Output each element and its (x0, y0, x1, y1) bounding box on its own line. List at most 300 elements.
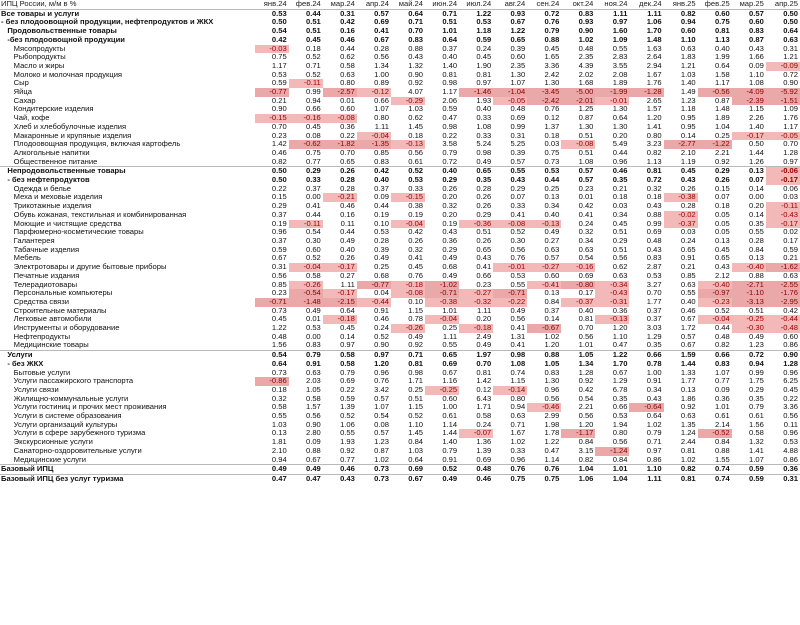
value-cell: -0.01 (493, 263, 527, 272)
value-cell: 0.67 (680, 341, 696, 350)
value-cell: 0.45 (544, 44, 560, 53)
value-cell: 1.41 (749, 446, 764, 455)
row-label: - без нефтепродуктов (1, 176, 90, 185)
value-cell: 0.84 (749, 245, 764, 254)
value-cell: 0.57 (578, 176, 594, 185)
value-cell: 6.25 (783, 377, 798, 386)
value-cell: 1.10 (680, 35, 696, 44)
table-row (0, 315, 800, 324)
value-cell: 0.91 (442, 455, 458, 464)
value-cell: 0.81 (408, 359, 424, 368)
row-label: Электротовары и другие бытовые приборы (1, 263, 167, 272)
value-cell: -0.06 (766, 167, 800, 176)
row-label: Продовольственные товары (1, 27, 117, 36)
value-cell: 0.66 (629, 351, 663, 360)
value-cell: 0.94 (749, 359, 764, 368)
value-cell: 0.34 (578, 236, 594, 245)
value-cell: 0.42 (357, 167, 391, 176)
value-cell: 0.76 (544, 105, 560, 114)
value-cell: -0.44 (357, 298, 391, 307)
value-cell: 0.51 (612, 228, 628, 237)
value-cell: 0.61 (408, 157, 424, 166)
value-cell: 0.28 (374, 236, 389, 245)
value-cell: 0.94 (306, 96, 321, 105)
value-cell: 1.06 (340, 420, 355, 429)
value-cell: 0.51 (408, 394, 424, 403)
value-cell: 0.40 (714, 44, 730, 53)
value-cell: 1.09 (612, 35, 628, 44)
value-cell: 3.03 (646, 324, 662, 333)
value-cell: 0.92 (408, 79, 424, 88)
table-row (0, 71, 800, 80)
value-cell: 1.45 (408, 429, 424, 438)
value-cell: 0.63 (544, 245, 560, 254)
value-cell: 1.55 (714, 455, 730, 464)
value-cell: 0.66 (374, 96, 389, 105)
value-cell: 0.48 (510, 105, 526, 114)
value-cell: 1.15 (510, 377, 526, 386)
value-cell: 0.31 (766, 474, 800, 483)
value-cell: 0.51 (612, 245, 628, 254)
value-cell: 1.16 (442, 377, 458, 386)
value-cell: -0.04 (391, 220, 425, 229)
value-cell: 0.58 (306, 271, 321, 280)
value-cell: 0.13 (749, 254, 764, 263)
value-cell: 1.59 (664, 351, 698, 360)
value-cell: 0.99 (646, 219, 662, 228)
value-cell: 0.83 (374, 157, 389, 166)
row-label: Медицинские услуги (1, 455, 87, 464)
value-cell: 0.67 (271, 254, 287, 263)
value-cell: 0.44 (340, 228, 355, 237)
value-cell: 1.17 (271, 61, 287, 70)
value-cell: 0.41 (510, 210, 526, 219)
row-label: Масло и жиры (1, 61, 65, 70)
column-header: апр.25 (766, 0, 800, 9)
value-cell: 1.01 (442, 27, 458, 36)
value-cell: 2.44 (680, 438, 696, 447)
value-cell: 0.40 (374, 176, 389, 185)
value-cell: 0.80 (646, 131, 662, 140)
value-cell: 1.86 (680, 394, 696, 403)
value-cell: 2.10 (680, 148, 696, 157)
table-row (0, 220, 800, 229)
table-row (0, 202, 800, 211)
value-cell: 0.70 (271, 122, 287, 131)
value-cell: 0.27 (544, 236, 560, 245)
value-cell: 0.69 (374, 18, 389, 27)
value-cell: 0.36 (340, 122, 355, 131)
table-row (0, 465, 800, 475)
header-row (0, 0, 800, 9)
value-cell: 0.45 (612, 219, 628, 228)
value-cell: 0.22 (340, 385, 355, 394)
value-cell: -0.43 (595, 289, 629, 298)
table-row (0, 237, 800, 246)
value-cell: -0.67 (527, 324, 561, 333)
value-cell: 0.43 (680, 176, 696, 185)
value-cell: 0.44 (340, 44, 355, 53)
value-cell: 0.25 (442, 324, 458, 333)
value-cell: 1.66 (749, 53, 764, 62)
value-cell: -0.71 (493, 289, 527, 298)
value-cell: 0.35 (749, 394, 764, 403)
value-cell: 1.11 (442, 332, 458, 341)
value-cell: 0.97 (476, 79, 492, 88)
value-cell: 0.90 (408, 70, 424, 79)
value-cell: 0.42 (578, 202, 594, 211)
value-cell: 0.81 (629, 167, 663, 176)
value-cell: -0.14 (493, 386, 527, 395)
value-cell: 1.15 (408, 306, 424, 315)
value-cell: -0.36 (459, 220, 493, 229)
value-cell: 0.58 (340, 359, 355, 368)
value-cell: 0.63 (510, 412, 526, 421)
value-cell: 1.07 (374, 105, 389, 114)
column-header: янв.24 (255, 0, 289, 9)
value-cell: 0.99 (510, 122, 526, 131)
value-cell: 0.67 (391, 474, 425, 483)
value-cell: 2.83 (612, 53, 628, 62)
value-cell: 0.57 (561, 167, 595, 176)
value-cell: 1.03 (680, 70, 696, 79)
value-cell: 0.30 (510, 236, 526, 245)
table-row (0, 474, 800, 483)
value-cell: 0.18 (408, 131, 424, 140)
value-cell: 1.13 (714, 35, 730, 44)
table-row (0, 158, 800, 167)
value-cell: 2.12 (714, 271, 730, 280)
value-cell: 4.88 (783, 446, 798, 455)
value-cell: 0.46 (680, 306, 696, 315)
value-cell: 1.32 (408, 61, 424, 70)
value-cell: 1.77 (680, 377, 696, 386)
value-cell: 0.14 (340, 332, 355, 341)
value-cell: 2.02 (578, 70, 594, 79)
value-cell: 0.65 (459, 167, 493, 176)
value-cell: 1.39 (340, 403, 355, 412)
row-label: Базовый ИПЦ (0, 465, 255, 475)
value-cell: 0.71 (510, 420, 526, 429)
table-row (0, 351, 800, 360)
value-cell: 0.43 (323, 474, 357, 483)
value-cell: 1.15 (749, 105, 764, 114)
value-cell: -5.92 (766, 88, 800, 97)
value-cell: -0.11 (289, 79, 323, 88)
value-cell: 1.33 (680, 368, 696, 377)
value-cell: 0.81 (578, 315, 594, 324)
row-label: Рыбопродукты (1, 53, 66, 62)
row-label: Строительные материалы (1, 306, 107, 315)
value-cell: 0.43 (646, 394, 662, 403)
value-cell: 1.99 (714, 53, 730, 62)
value-cell: 0.57 (374, 394, 389, 403)
value-cell: 0.50 (749, 140, 764, 149)
value-cell: 1.94 (612, 420, 628, 429)
column-header: дек.24 (629, 0, 663, 9)
value-cell: 0.93 (578, 18, 594, 27)
value-cell: 0.15 (714, 184, 730, 193)
value-cell: 0.12 (476, 385, 492, 394)
value-cell: 0.28 (340, 176, 355, 185)
value-cell: 0.39 (510, 148, 526, 157)
value-cell: 0.81 (680, 446, 696, 455)
value-cell: 0.47 (544, 446, 560, 455)
value-cell: 1.68 (578, 79, 594, 88)
value-cell: 0.67 (510, 18, 526, 27)
value-cell: 0.90 (374, 341, 389, 350)
value-cell: 0.10 (374, 219, 389, 228)
value-cell: -0.37 (664, 220, 698, 229)
value-cell: 0.41 (578, 210, 594, 219)
value-cell: 0.46 (340, 202, 355, 211)
value-cell: 0.60 (340, 105, 355, 114)
value-cell: 6.78 (612, 385, 628, 394)
value-cell: 0.48 (459, 465, 493, 475)
value-cell: 1.57 (646, 105, 662, 114)
value-cell: 0.49 (425, 474, 459, 483)
value-cell: 0.69 (340, 377, 355, 386)
row-label: - без ЖКХ (1, 359, 44, 368)
value-cell: 1.98 (544, 420, 560, 429)
value-cell: 0.69 (578, 271, 594, 280)
value-cell: 0.81 (476, 70, 492, 79)
value-cell: 1.20 (646, 114, 662, 123)
value-cell: 0.10 (408, 297, 424, 306)
value-cell: 0.61 (442, 412, 458, 421)
value-cell: 0.95 (680, 114, 696, 123)
value-cell: 1.70 (646, 27, 662, 36)
value-cell: -0.43 (766, 211, 800, 220)
value-cell: -0.08 (561, 140, 595, 149)
value-cell: 0.33 (476, 114, 492, 123)
value-cell: -1.35 (357, 140, 391, 149)
value-cell: 0.57 (510, 157, 526, 166)
value-cell: 1.10 (408, 420, 424, 429)
value-cell: 0.47 (612, 341, 628, 350)
value-cell: 1.48 (646, 35, 662, 44)
value-cell: 0.70 (783, 140, 798, 149)
value-cell: 1.40 (442, 61, 458, 70)
value-cell: 1.39 (476, 446, 492, 455)
table-row (0, 438, 800, 447)
value-cell: -0.64 (629, 403, 663, 412)
value-cell: 0.14 (680, 131, 696, 140)
value-cell: 0.46 (271, 148, 287, 157)
value-cell: -0.71 (425, 289, 459, 298)
value-cell: 0.48 (578, 44, 594, 53)
value-cell: 0.29 (442, 176, 458, 185)
value-cell: 0.88 (749, 271, 764, 280)
column-header: апр.24 (357, 0, 391, 9)
value-cell: 0.32 (578, 228, 594, 237)
value-cell: -0.11 (289, 220, 323, 229)
value-cell: -0.17 (766, 176, 800, 185)
value-cell: 0.80 (374, 114, 389, 123)
value-cell: 1.19 (680, 157, 696, 166)
value-cell: 0.63 (680, 44, 696, 53)
value-cell: 0.88 (527, 351, 561, 360)
value-cell: 0.98 (442, 79, 458, 88)
value-cell: 0.45 (783, 385, 798, 394)
value-cell: 0.53 (271, 70, 287, 79)
value-cell: 1.23 (749, 341, 764, 350)
value-cell: 0.58 (271, 403, 287, 412)
table-row (0, 254, 800, 263)
value-cell: 0.53 (612, 412, 628, 421)
value-cell: 0.61 (749, 412, 764, 421)
value-cell: 0.82 (271, 157, 287, 166)
value-cell: 0.56 (510, 245, 526, 254)
value-cell: 2.64 (646, 53, 662, 62)
value-cell: 0.55 (612, 44, 628, 53)
value-cell: 1.11 (374, 122, 389, 131)
value-cell: 1.40 (749, 122, 764, 131)
value-cell: 1.45 (408, 122, 424, 131)
table-row (0, 447, 800, 456)
value-cell: 0.45 (306, 35, 321, 44)
row-label: Услуги в сфере зарубежного туризма (1, 429, 146, 438)
table-row (0, 114, 800, 123)
value-cell: 0.56 (271, 271, 287, 280)
value-cell: 0.96 (271, 228, 287, 237)
value-cell: 0.43 (510, 176, 526, 185)
value-cell: -0.16 (561, 263, 595, 272)
row-label: Персональные компьютеры (1, 289, 113, 298)
value-cell: -2.01 (561, 97, 595, 106)
value-cell: 0.58 (306, 394, 321, 403)
value-cell: 2.49 (476, 332, 492, 341)
value-cell: -0.13 (391, 140, 425, 149)
value-cell: 0.13 (544, 289, 560, 298)
value-cell: 1.58 (714, 70, 730, 79)
value-cell: 0.58 (476, 412, 492, 421)
value-cell: 0.20 (442, 210, 458, 219)
table-row (0, 132, 800, 141)
value-cell: 0.18 (612, 193, 628, 202)
value-cell: -0.62 (289, 140, 323, 149)
value-cell: 0.25 (544, 184, 560, 193)
value-cell: 0.45 (408, 263, 424, 272)
table-row (0, 167, 800, 176)
value-cell: 0.88 (714, 446, 730, 455)
value-cell: 0.64 (408, 9, 424, 18)
value-cell: 0.71 (442, 9, 458, 18)
value-cell: 0.60 (306, 245, 321, 254)
value-cell: 0.25 (374, 263, 389, 272)
value-cell: 0.82 (680, 9, 696, 18)
value-cell: 0.60 (714, 9, 730, 18)
value-cell: 0.31 (510, 131, 526, 140)
table-row (0, 193, 800, 202)
value-cell: 0.54 (578, 394, 594, 403)
value-cell: 0.86 (783, 455, 798, 464)
value-cell: -2.57 (323, 88, 357, 97)
value-cell: 1.17 (442, 88, 458, 97)
value-cell: 0.11 (783, 420, 798, 429)
value-cell: -0.15 (391, 193, 425, 202)
value-cell: 0.70 (408, 27, 424, 36)
value-cell: 0.16 (340, 27, 355, 36)
value-cell: 0.34 (646, 385, 662, 394)
value-cell: 0.52 (510, 228, 526, 237)
value-cell: 0.54 (578, 254, 594, 263)
value-cell: -2.55 (766, 281, 800, 290)
value-cell: 0.49 (255, 465, 289, 475)
value-cell: 1.28 (578, 368, 594, 377)
value-cell: 1.08 (578, 157, 594, 166)
value-cell: 0.76 (408, 271, 424, 280)
value-cell: 1.21 (783, 53, 798, 62)
value-cell: 0.51 (306, 18, 321, 27)
value-cell: 0.59 (732, 474, 766, 483)
value-cell: 0.53 (646, 271, 662, 280)
value-cell: 0.96 (783, 429, 798, 438)
value-cell: -0.40 (732, 263, 766, 272)
value-cell: 0.57 (374, 9, 389, 18)
value-cell: 0.73 (544, 157, 560, 166)
value-cell: 0.64 (612, 114, 628, 123)
value-cell: 1.42 (271, 140, 287, 149)
value-cell: 0.82 (578, 455, 594, 464)
value-cell: 0.42 (578, 385, 594, 394)
value-cell: 0.78 (646, 359, 662, 368)
value-cell: -0.17 (732, 132, 766, 141)
value-cell: 0.20 (476, 315, 492, 324)
value-cell: 0.59 (732, 465, 766, 475)
row-label: Медицинские товары (1, 341, 89, 350)
value-cell: 0.94 (680, 18, 696, 27)
value-cell: 0.19 (408, 210, 424, 219)
value-cell: 2.35 (578, 53, 594, 62)
value-cell: 0.59 (442, 105, 458, 114)
value-cell: 0.65 (714, 254, 730, 263)
value-cell: 0.84 (714, 438, 730, 447)
value-cell: 0.43 (749, 44, 764, 53)
value-cell: 1.01 (442, 306, 458, 315)
value-cell: 0.40 (425, 167, 459, 176)
table-row (0, 324, 800, 333)
value-cell: -0.26 (391, 324, 425, 333)
value-cell: -0.08 (391, 289, 425, 298)
value-cell: 0.87 (749, 35, 764, 44)
table-row (0, 79, 800, 88)
table-row (0, 18, 800, 27)
value-cell: 0.49 (442, 271, 458, 280)
value-cell: 0.47 (442, 114, 458, 123)
value-cell: 1.07 (374, 403, 389, 412)
value-cell: 0.44 (306, 9, 321, 18)
value-cell: 0.55 (493, 167, 527, 176)
value-cell: 1.30 (612, 122, 628, 131)
value-cell: 0.87 (714, 96, 730, 105)
value-cell: 0.53 (271, 9, 287, 18)
value-cell: 0.42 (408, 228, 424, 237)
table-row (0, 395, 800, 404)
value-cell: 0.75 (493, 474, 527, 483)
value-cell: 0.00 (306, 193, 321, 202)
value-cell: 0.05 (714, 219, 730, 228)
value-cell: 1.93 (476, 96, 492, 105)
value-cell: 0.82 (714, 341, 730, 350)
value-cell: 0.98 (476, 148, 492, 157)
value-cell: 0.41 (408, 254, 424, 263)
value-cell: 0.23 (578, 184, 594, 193)
value-cell: 1.23 (680, 96, 696, 105)
value-cell: 1.10 (612, 332, 628, 341)
value-cell: 0.17 (578, 289, 594, 298)
value-cell: 1.97 (459, 351, 493, 360)
